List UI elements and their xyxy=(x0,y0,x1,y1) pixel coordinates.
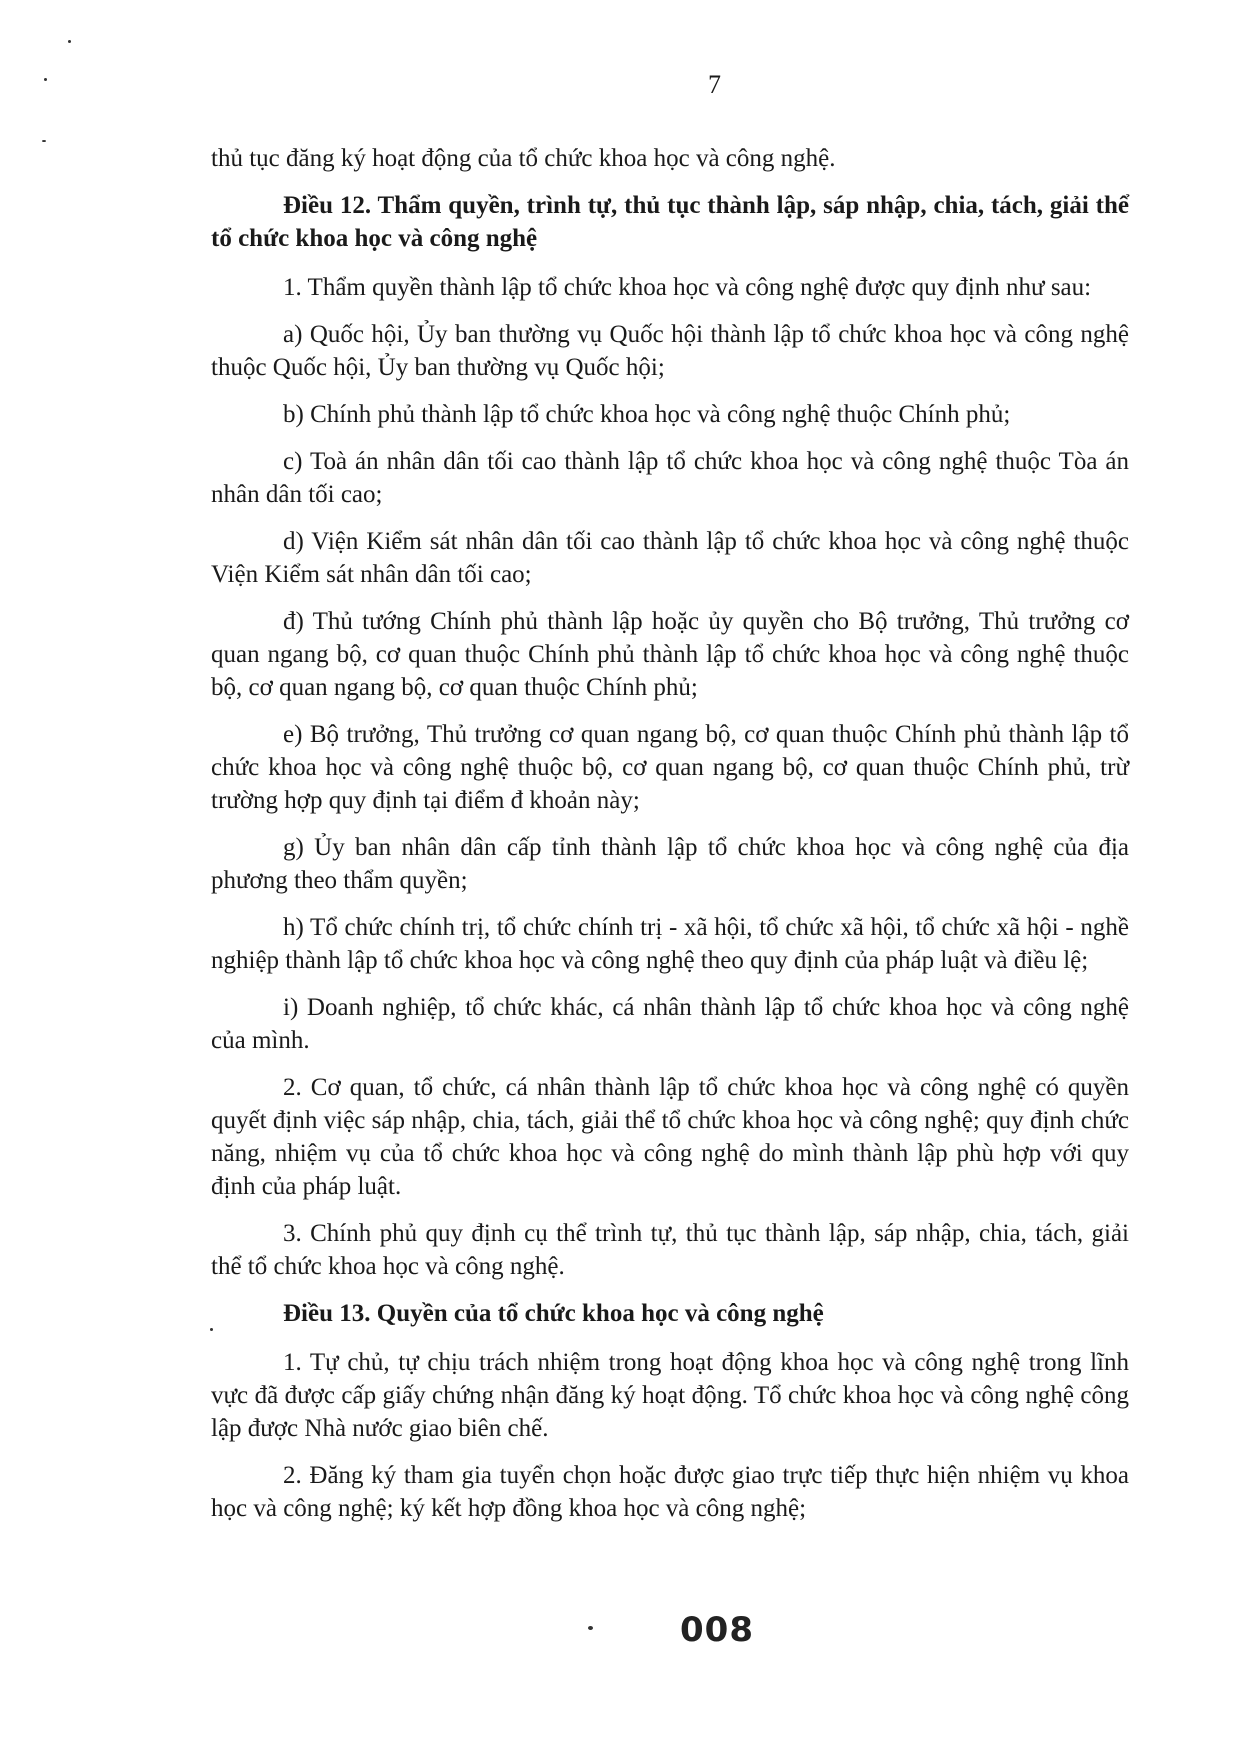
paragraph: i) Doanh nghiệp, tổ chức khác, cá nhân thành lập tổ chức khoa học và công nghệ của mình. xyxy=(211,994,1129,1054)
document-body xyxy=(211,142,1129,1539)
paragraph: d) Viện Kiểm sát nhân dân tối cao thành lập tổ chức khoa học và công nghệ thuộc Viện Kiểm sát nhân dân tối cao; xyxy=(211,528,1129,588)
paragraph: e) Bộ trưởng, Thủ trưởng cơ quan ngang bộ, cơ quan thuộc Chính phủ thành lập tổ chức khoa học và công nghệ thuộc bộ, cơ quan ngang bộ, cơ quan thuộc Chính phủ, trừ trường hợp quy định tại điểm đ khoản này; xyxy=(211,721,1129,814)
paragraph: đ) Thủ tướng Chính phủ thành lập hoặc ủy quyền cho Bộ trưởng, Thủ trưởng cơ quan ngang bộ, cơ quan thuộc Chính phủ thành lập tổ chức khoa học và công nghệ thuộc bộ, cơ quan ngang bộ, cơ quan thuộc Chính phủ; xyxy=(211,608,1129,701)
paragraph: g) Ủy ban nhân dân cấp tỉnh thành lập tổ chức khoa học và công nghệ của địa phương theo thẩm quyền; xyxy=(211,834,1129,894)
paragraph: 3. Chính phủ quy định cụ thể trình tự, thủ tục thành lập, sáp nhập, chia, tách, giải thể tổ chức khoa học và công nghệ. xyxy=(211,1220,1129,1280)
scan-speck xyxy=(44,78,47,81)
paragraph: h) Tổ chức chính trị, tổ chức chính trị - xã hội, tổ chức xã hội, tổ chức xã hội - nghề nghiệp thành lập tổ chức khoa học và công nghệ theo quy định của pháp luật và điều lệ; xyxy=(211,914,1129,974)
article-12-heading: Điều 12. Thẩm quyền, trình tự, thủ tục thành lập, sáp nhập, chia, tách, giải thể tổ chức khoa học và công nghệ xyxy=(211,192,1129,252)
scan-speck xyxy=(42,140,46,142)
paragraph: 2. Cơ quan, tổ chức, cá nhân thành lập tổ chức khoa học và công nghệ có quyền quyết định việc sáp nhập, chia, tách, giải thể tổ chức khoa học và công nghệ; quy định chức năng, nhiệm vụ của tổ chức khoa học và công nghệ do mình thành lập phù hợp với quy định của pháp luật. xyxy=(211,1074,1129,1200)
paragraph: thủ tục đăng ký hoạt động của tổ chức khoa học và công nghệ. xyxy=(211,145,836,172)
scan-speck xyxy=(210,1328,213,1331)
scan-speck xyxy=(68,40,71,43)
page-number: 7 xyxy=(708,70,721,99)
stamp-number: 008 xyxy=(680,1610,754,1650)
paragraph: 1. Tự chủ, tự chịu trách nhiệm trong hoạt động khoa học và công nghệ trong lĩnh vực đã được cấp giấy chứng nhận đăng ký hoạt động. Tổ chức khoa học và công nghệ công lập được Nhà nước giao biên chế. xyxy=(211,1349,1129,1442)
scan-speck xyxy=(588,1626,593,1630)
paragraph: a) Quốc hội, Ủy ban thường vụ Quốc hội thành lập tổ chức khoa học và công nghệ thuộc Quốc hội, Ủy ban thường vụ Quốc hội; xyxy=(211,321,1129,381)
paragraph: b) Chính phủ thành lập tổ chức khoa học và công nghệ thuộc Chính phủ; xyxy=(283,401,1011,428)
article-13-heading: Điều 13. Quyền của tổ chức khoa học và công nghệ xyxy=(283,1300,824,1327)
paragraph: c) Toà án nhân dân tối cao thành lập tổ chức khoa học và công nghệ thuộc Tòa án nhân dân tối cao; xyxy=(211,448,1129,508)
paragraph: 1. Thẩm quyền thành lập tổ chức khoa học và công nghệ được quy định như sau: xyxy=(283,274,1092,301)
paragraph: 2. Đăng ký tham gia tuyển chọn hoặc được giao trực tiếp thực hiện nhiệm vụ khoa học và công nghệ; ký kết hợp đồng khoa học và công nghệ; xyxy=(211,1462,1129,1522)
